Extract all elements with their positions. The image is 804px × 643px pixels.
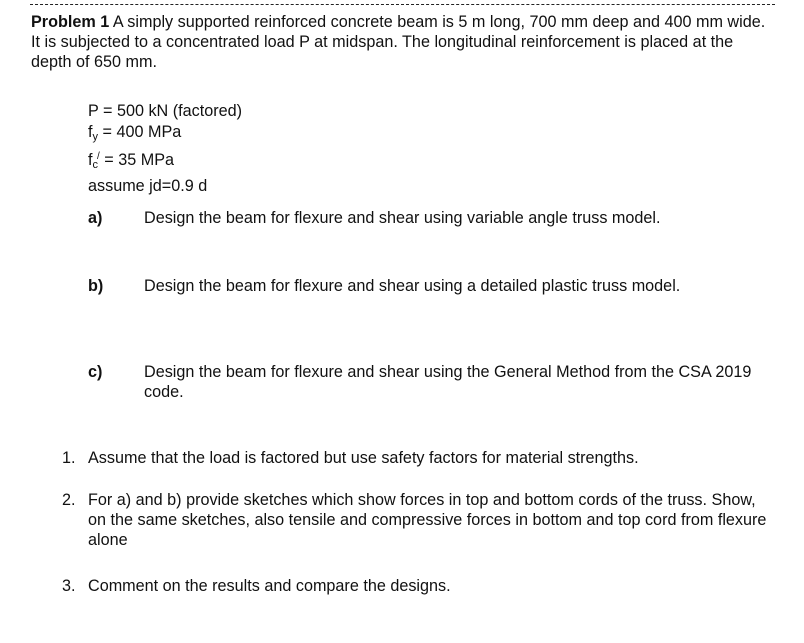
note-text: For a) and b) provide sketches which show forces in top and bottom cords of the truss. Show, on the same sketches, also tensile and compressive forces in bottom and top cord from flexure alone — [88, 491, 767, 549]
part-label: b) — [88, 277, 104, 295]
dashed-separator — [30, 4, 775, 5]
param-fc: $f_c^/ = 35$ MPa — [88, 151, 175, 171]
note-number: 2. — [62, 491, 76, 509]
note-text: Comment on the results and compare the designs. — [88, 577, 451, 595]
note-number: 1. — [62, 449, 76, 467]
note-number: 3. — [62, 577, 76, 595]
part-label: c) — [88, 363, 103, 381]
part-text: Design the beam for flexure and shear using the General Method from the CSA 2019 code. — [144, 363, 752, 401]
note-text: Assume that the load is factored but use safety factors for material strengths. — [88, 449, 639, 467]
param-fy: $f_y = 400$ MPa — [88, 122, 182, 143]
part-text: Design the beam for flexure and shear using variable angle truss model. — [144, 209, 661, 227]
part-label: a) — [88, 209, 103, 227]
problem-text: A simply supported reinforced concrete beam is 5 m long, 700 mm deep and 400 mm wide. It is subjected to a concentrated load P at midspan. The longitudinal reinforcement is placed at the depth of 650 mm. — [31, 13, 766, 71]
problem-statement — [31, 12, 776, 72]
param-load: P = 500 kN (factored) — [88, 102, 243, 120]
param-jd: assume jd=0.9 d — [88, 176, 208, 195]
problem-label: Problem 1 — [31, 13, 110, 31]
part-text: Design the beam for flexure and shear using a detailed plastic truss model. — [144, 277, 681, 295]
given-parameters — [88, 101, 242, 196]
